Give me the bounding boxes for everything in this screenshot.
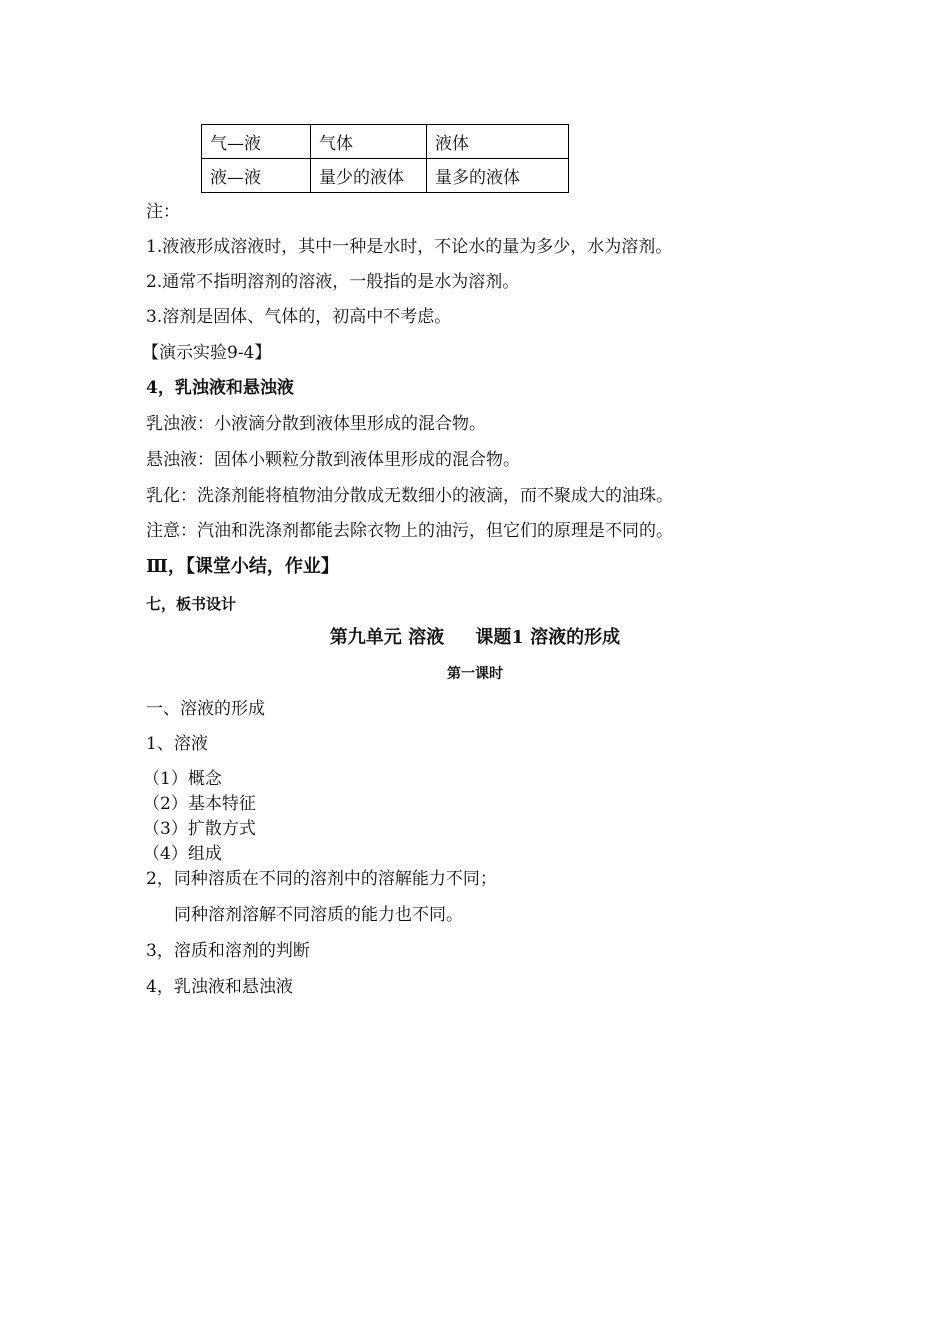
board-line: （4）组成 [143, 844, 222, 864]
board-subtitle: 第一课时 [447, 666, 503, 682]
notes-heading: 注： [146, 202, 180, 222]
section4-heading: 4，乳浊液和悬浊液 [146, 378, 294, 398]
board-line: （1）概念 [143, 769, 222, 789]
board-line: 一、溶液的形成 [146, 699, 265, 719]
table-cell: 量少的液体 [311, 159, 427, 193]
definition-line: 乳化：洗涤剂能将植物油分散成无数细小的液滴，而不聚成大的油珠。 [146, 486, 673, 506]
demo-experiment-label: 【演示实验9-4】 [142, 343, 272, 363]
board-line: 1、溶液 [146, 734, 208, 754]
table-cell: 液—液 [202, 159, 311, 193]
table-row [202, 125, 569, 159]
summary-heading: Ⅲ，【课堂小结，作业】 [146, 556, 339, 577]
note-item: 3.溶剂是固体、气体的，初高中不考虑。 [146, 307, 452, 327]
board-line: （3）扩散方式 [143, 819, 256, 839]
board-line: 4，乳浊液和悬浊液 [146, 977, 293, 997]
solute-solvent-table [201, 124, 569, 193]
board-line: 同种溶剂溶解不同溶质的能力也不同。 [174, 905, 463, 925]
board-line: （2）基本特征 [143, 794, 256, 814]
definition-line: 悬浊液：固体小颗粒分散到液体里形成的混合物。 [146, 450, 520, 470]
table-cell: 气—液 [202, 125, 311, 159]
table-row [202, 159, 569, 193]
note-item: 2.通常不指明溶剂的溶液，一般指的是水为溶剂。 [146, 272, 520, 292]
table-cell: 气体 [311, 125, 427, 159]
table-cell: 液体 [427, 125, 569, 159]
note-item: 1.液液形成溶液时，其中一种是水时，不论水的量为多少，水为溶剂。 [146, 237, 673, 257]
board-line: 3，溶质和溶剂的判断 [146, 941, 310, 961]
definition-line: 乳浊液：小液滴分散到液体里形成的混合物。 [146, 414, 486, 434]
board-line: 2，同种溶质在不同的溶剂中的溶解能力不同； [146, 869, 497, 889]
board-title: 第九单元 溶液 课题1 溶液的形成 [329, 627, 621, 648]
definition-line: 注意：汽油和洗涤剂都能去除衣物上的油污，但它们的原理是不同的。 [146, 521, 673, 541]
table-cell: 量多的液体 [427, 159, 569, 193]
board-design-heading: 七，板书设计 [146, 595, 237, 613]
